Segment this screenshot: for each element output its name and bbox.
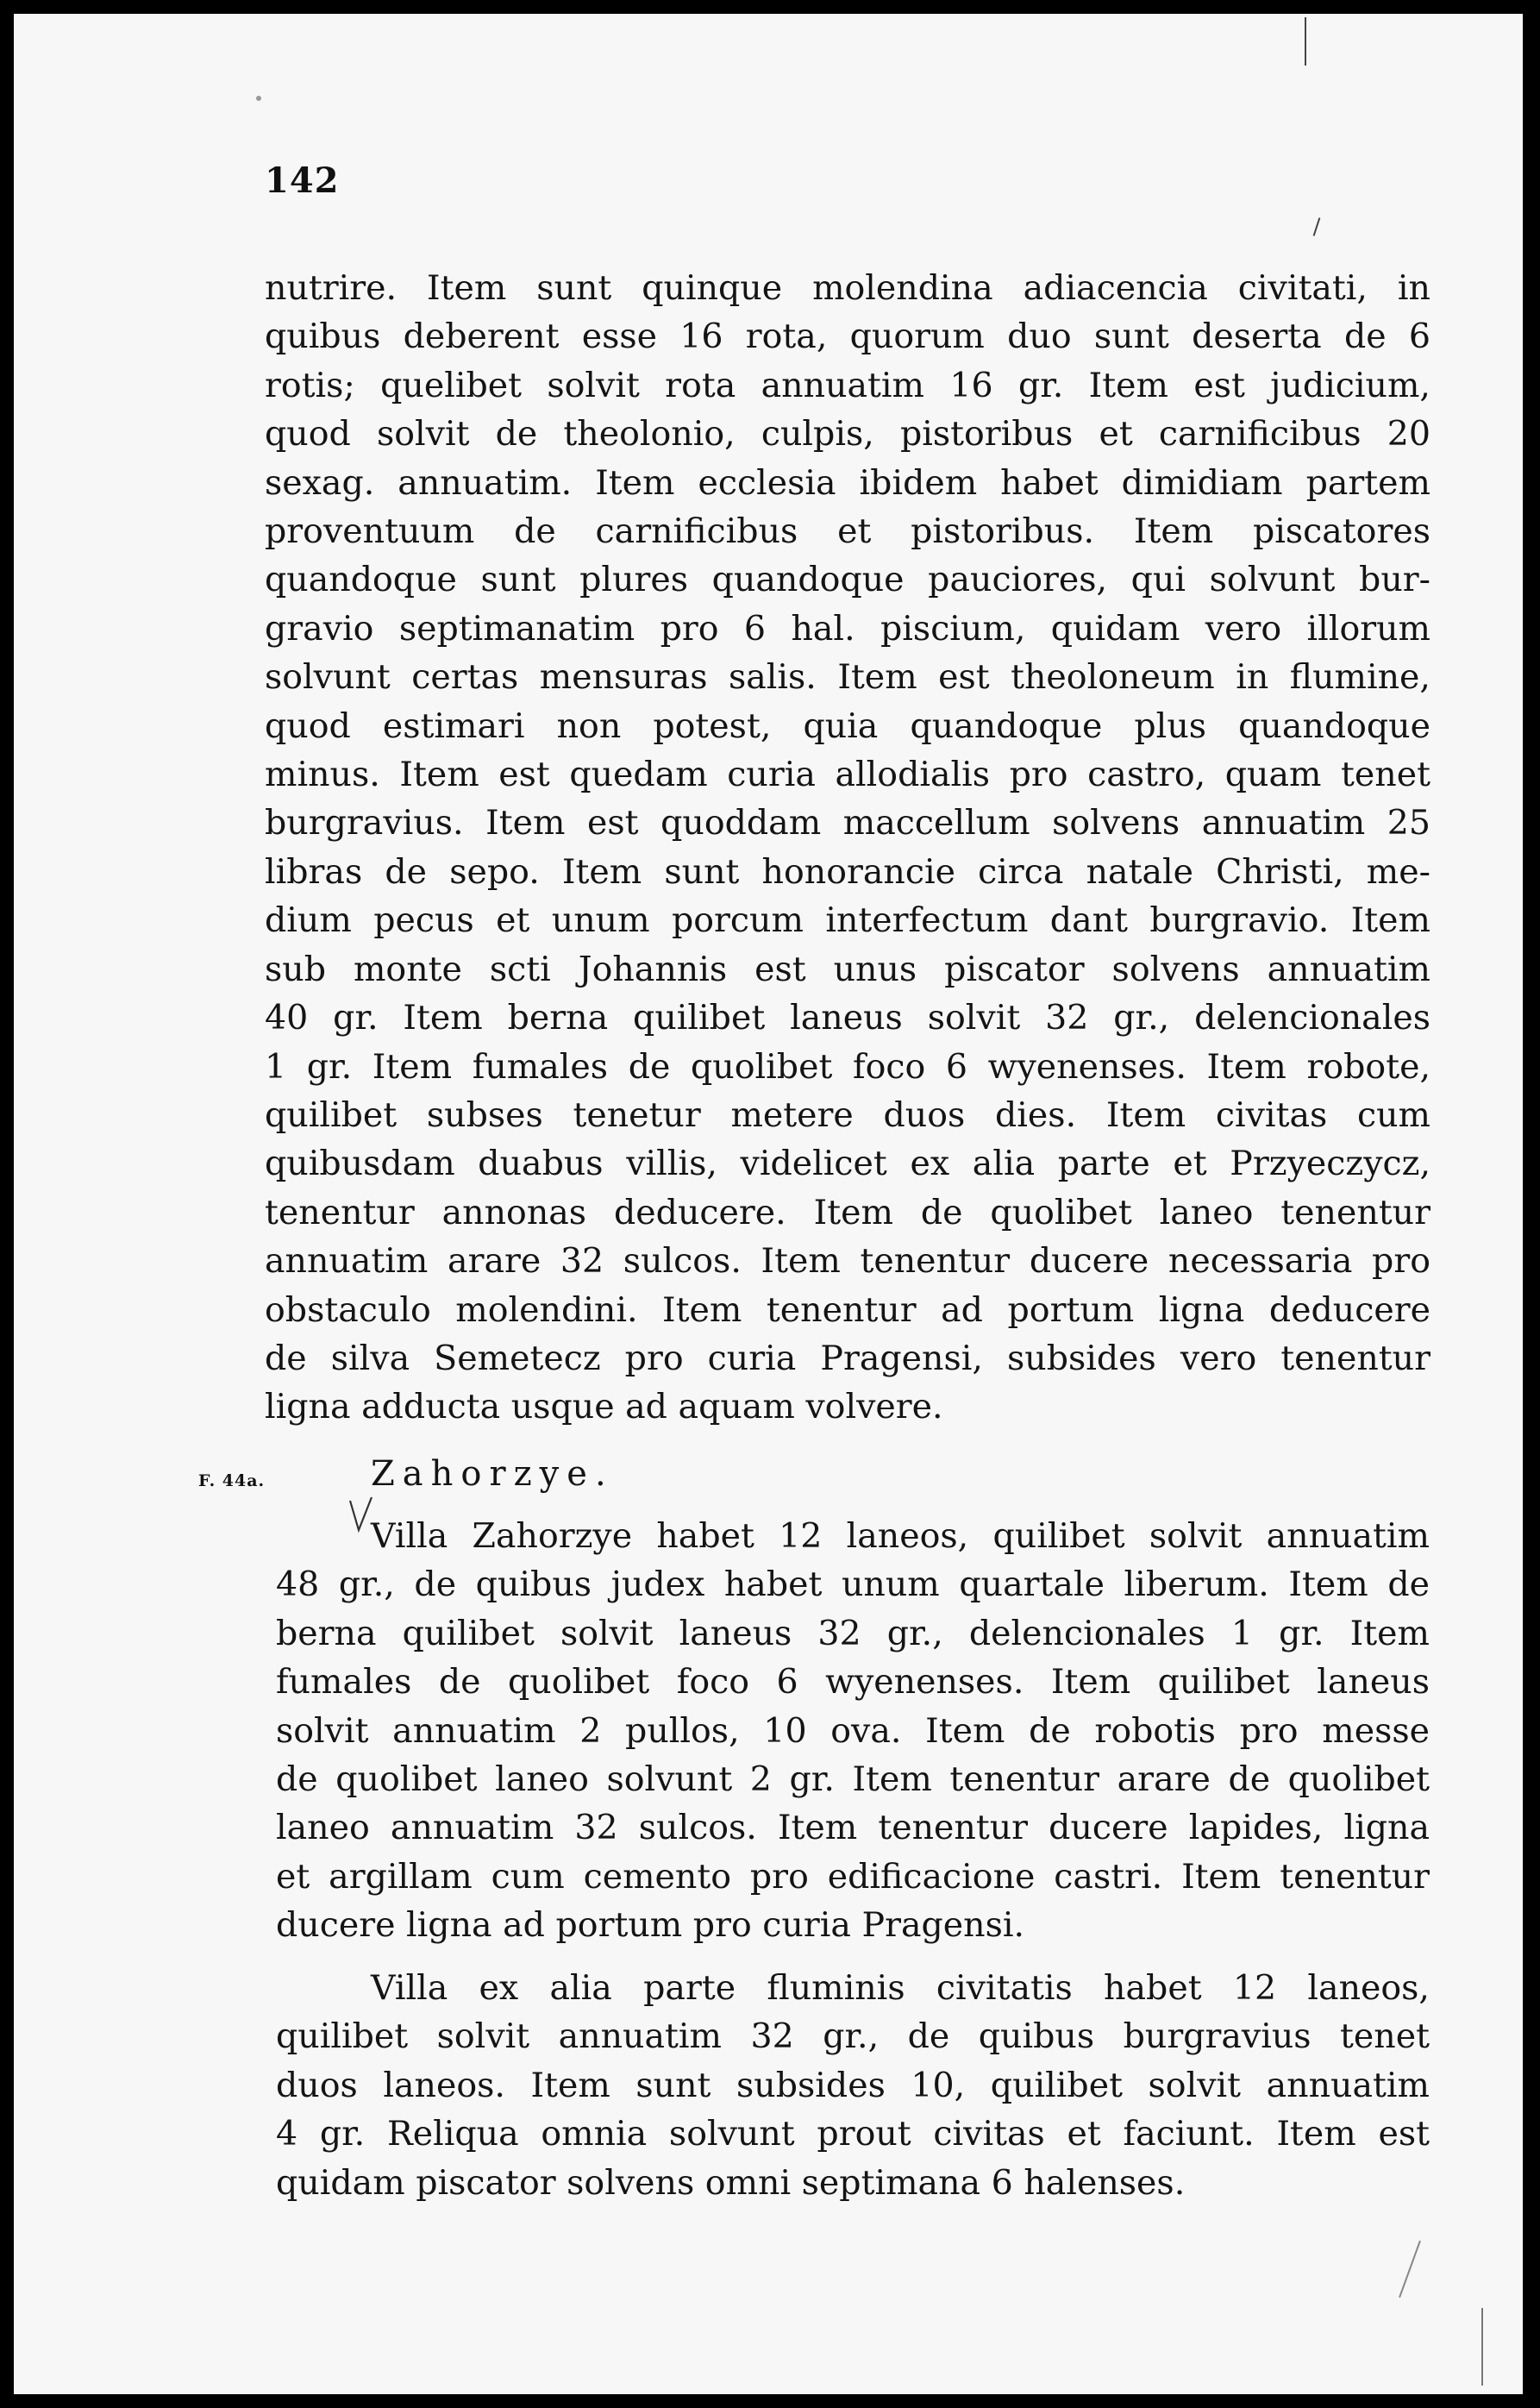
text-line: sub monte scti Johannis est unus piscator solvens annuatim	[265, 949, 1430, 989]
text-line: quilibet solvit annuatim 32 gr., de quibus burgravius tenet	[276, 2016, 1430, 2057]
text-line: sexag. annuatim. Item ecclesia ibidem habet dimidiam partem	[265, 462, 1430, 503]
text-line: gravio septimanatim pro 6 hal. piscium, quidam vero illorum	[265, 608, 1430, 649]
page-number: 142	[265, 160, 340, 201]
margin-folio-note: F. 44a.	[198, 1471, 266, 1490]
text-line: de quolibet laneo solvunt 2 gr. Item tenentur arare de quolibet	[276, 1759, 1430, 1800]
text-line: solvit annuatim 2 pullos, 10 ova. Item de robotis pro messe	[276, 1710, 1430, 1751]
scan-dust-mark	[256, 96, 261, 101]
section-heading: Zahorzye.	[371, 1454, 614, 1494]
text-line: obstaculo molendini. Item tenentur ad portum ligna deducere	[265, 1289, 1430, 1330]
text-line: proventuum de carnificibus et pistoribus. Item piscatores	[265, 511, 1430, 552]
text-line: duos laneos. Item sunt subsides 10, quilibet solvit annuatim	[276, 2065, 1430, 2105]
text-line: quilibet subses tenetur metere duos dies. Item civitas cum	[265, 1094, 1430, 1135]
text-line: rotis; quelibet solvit rota annuatim 16 gr. Item est judicium,	[265, 365, 1430, 405]
text-line: berna quilibet solvit laneus 32 gr., delencionales 1 gr. Item	[276, 1613, 1430, 1653]
paragraph-1	[265, 264, 1430, 1432]
text-line: solvunt certas mensuras salis. Item est theoloneum in flumine,	[265, 657, 1430, 698]
text-line: quod solvit de theolonio, culpis, pistoribus et carnificibus 20	[265, 414, 1430, 455]
scan-edge-mark	[1481, 2308, 1483, 2386]
text-line: annuatim arare 32 sulcos. Item tenentur ducere necessaria pro	[265, 1241, 1430, 1282]
text-line: Villa ex alia parte fluminis civitatis habet 12 laneos,	[371, 1968, 1430, 2008]
scan-edge-mark	[1313, 217, 1321, 236]
text-line: quandoque sunt plures quandoque pauciores, qui solvunt bur-	[265, 560, 1430, 600]
text-line: quod estimari non potest, quia quandoque plus quandoque	[265, 705, 1430, 746]
text-line: tenentur annonas deducere. Item de quolibet laneo tenentur	[265, 1192, 1430, 1232]
scanned-page	[14, 14, 1523, 2394]
text-line: quibus deberent esse 16 rota, quorum duo sunt deserta de 6	[265, 317, 1430, 357]
text-line: 1 gr. Item fumales de quolibet foco 6 wyenenses. Item robote,	[265, 1046, 1430, 1087]
text-line: de silva Semetecz pro curia Pragensi, subsides vero tenentur	[265, 1338, 1430, 1378]
text-line: 48 gr., de quibus judex habet unum quartale liberum. Item de	[276, 1565, 1430, 1605]
text-line: fumales de quolibet foco 6 wyenenses. Item quilibet laneus	[276, 1662, 1430, 1703]
text-line: ducere ligna ad portum pro curia Pragensi.	[276, 1905, 1025, 1946]
paragraph-3	[276, 1964, 1430, 2207]
scan-edge-mark	[1399, 2241, 1421, 2298]
text-line: 4 gr. Reliqua omnia solvunt prout civitas et faciunt. Item est	[276, 2114, 1430, 2154]
text-line: nutrire. Item sunt quinque molendina adiacencia civitati, in	[265, 268, 1430, 308]
text-line: laneo annuatim 32 sulcos. Item tenentur ducere lapides, ligna	[276, 1808, 1430, 1848]
text-line: Villa Zahorzye habet 12 laneos, quilibet solvit annuatim	[371, 1516, 1430, 1556]
text-line: burgravius. Item est quoddam maccellum solvens annuatim 25	[265, 803, 1430, 843]
text-line: minus. Item est quedam curia allodialis pro castro, quam tenet	[265, 755, 1430, 795]
text-line: ligna adducta usque ad aquam volvere.	[265, 1387, 943, 1427]
text-line: quidam piscator solvens omni septimana 6 halenses.	[276, 2162, 1186, 2203]
text-line: et argillam cum cemento pro edificacione castri. Item tenentur	[276, 1856, 1430, 1897]
paragraph-2	[276, 1512, 1430, 1950]
text-line: dium pecus et unum porcum interfectum dant burgravio. Item	[265, 900, 1430, 941]
text-line: libras de sepo. Item sunt honorancie circa natale Christi, me-	[265, 851, 1430, 892]
text-line: 40 gr. Item berna quilibet laneus solvit 32 gr., delencionales	[265, 998, 1430, 1038]
text-line: quibusdam duabus villis, videlicet ex alia parte et Przyeczycz,	[265, 1144, 1430, 1184]
scan-edge-mark	[1305, 17, 1306, 66]
